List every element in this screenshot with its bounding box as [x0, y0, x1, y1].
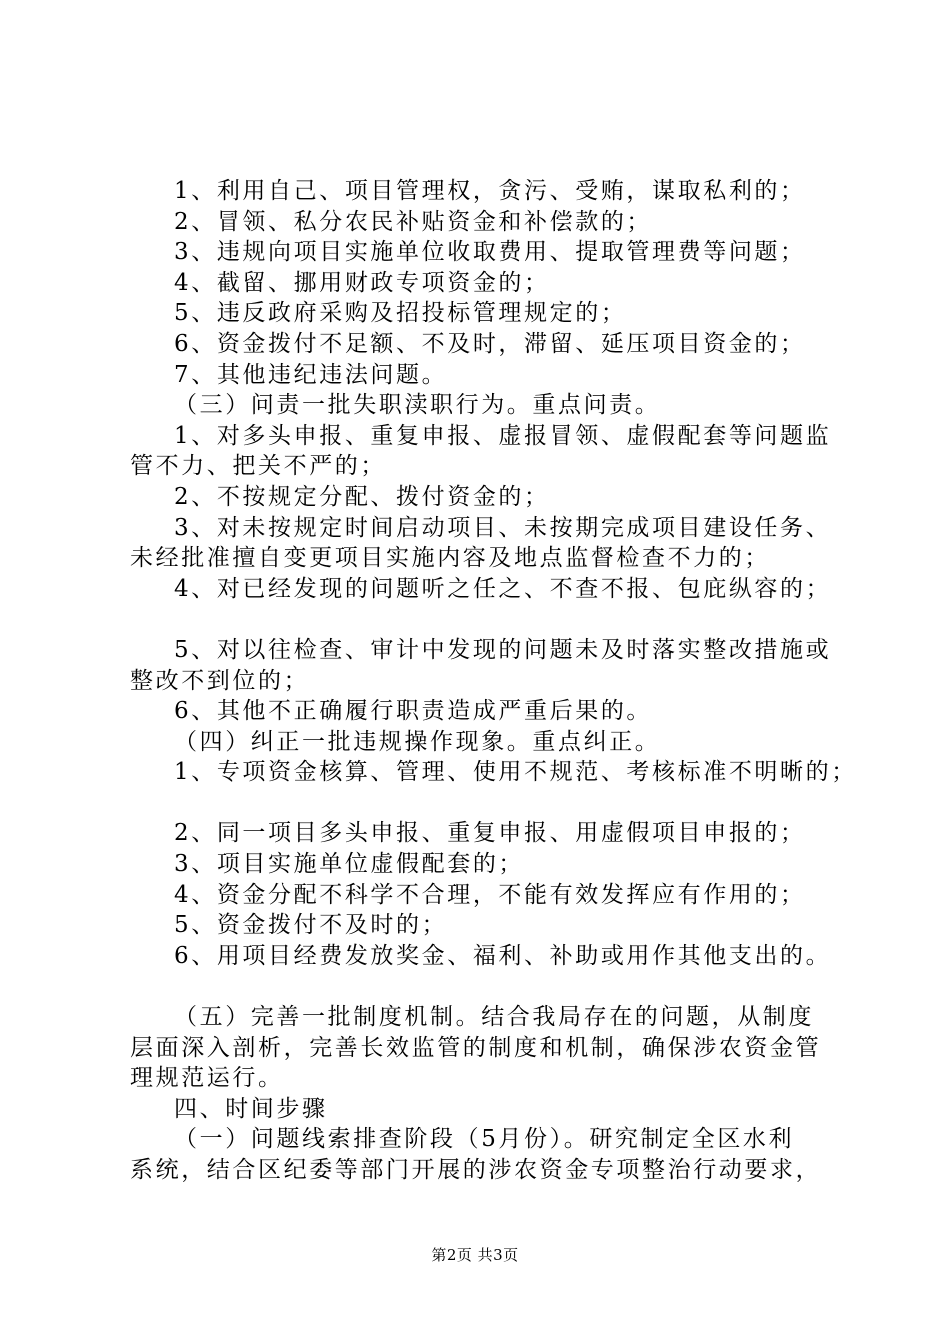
- list-item: 4、截留、挪用财政专项资金的；: [174, 269, 550, 296]
- list-item: 2、不按规定分配、拨付资金的；: [174, 483, 550, 510]
- list-item: 2、冒领、私分农民补贴资金和补偿款的；: [174, 208, 653, 235]
- list-item: 1、对多头申报、重复申报、虚报冒领、虚假配套等问题监: [174, 422, 832, 449]
- list-item: 7、其他违纪违法问题。: [174, 361, 448, 388]
- section-heading: （三）问责一批失职渎职行为。重点问责。: [174, 392, 661, 419]
- list-item: 2、同一项目多头申报、重复申报、用虚假项目申报的；: [174, 820, 806, 847]
- list-item: 6、用项目经费发放奖金、福利、补助或用作其他支出的。: [174, 942, 832, 969]
- list-item: 1、利用自己、项目管理权，贪污、受贿，谋取私利的；: [174, 178, 806, 204]
- list-item: 3、违规向项目实施单位收取费用、提取管理费等问题；: [174, 239, 806, 266]
- list-item: 1、专项资金核算、管理、使用不规范、考核标准不明晰的；: [174, 759, 857, 786]
- list-item: 6、资金拨付不足额、不及时，滞留、延压项目资金的；: [174, 330, 806, 357]
- list-item-continuation: 整改不到位的；: [130, 667, 310, 694]
- blank-line: [130, 788, 830, 819]
- section-heading: （五）完善一批制度机制。结合我局存在的问题，从制度: [174, 1004, 814, 1031]
- blank-line: [130, 604, 830, 635]
- list-item: 5、资金拨付不及时的；: [174, 912, 448, 939]
- section-heading: （一）问题线索排查阶段（5月份）。研究制定全区水利: [174, 1126, 795, 1153]
- blank-line: [130, 971, 830, 1002]
- paragraph-line: 层面深入剖析，完善长效监管的制度和机制，确保涉农资金管: [130, 1034, 822, 1061]
- paragraph-line: 系统，结合区纪委等部门开展的涉农资金专项整治行动要求，: [130, 1157, 822, 1183]
- section-heading: 四、时间步骤: [174, 1095, 328, 1122]
- document-body: [130, 176, 857, 1186]
- section-heading: （四）纠正一批违规操作现象。重点纠正。: [174, 728, 661, 755]
- paragraph-line: 理规范运行。: [130, 1065, 284, 1092]
- list-item: 4、对已经发现的问题听之任之、不查不报、包庇纵容的；: [174, 575, 832, 602]
- list-item-continuation: 管不力、把关不严的；: [130, 453, 386, 480]
- list-item: 3、项目实施单位虚假配套的；: [174, 851, 525, 878]
- page-number: 第2页 共3页: [431, 1246, 519, 1264]
- list-item: 5、违反政府采购及招投标管理规定的；: [174, 300, 627, 327]
- list-item: 5、对以往检查、审计中发现的问题未及时落实整改措施或: [174, 636, 832, 663]
- list-item: 6、其他不正确履行职责造成严重后果的。: [174, 698, 653, 725]
- list-item: 3、对未按规定时间启动项目、未按期完成项目建设任务、: [174, 514, 832, 541]
- list-item-continuation: 未经批准擅自变更项目实施内容及地点监督检查不力的；: [130, 545, 770, 572]
- list-item: 4、资金分配不科学不合理，不能有效发挥应有作用的；: [174, 881, 806, 908]
